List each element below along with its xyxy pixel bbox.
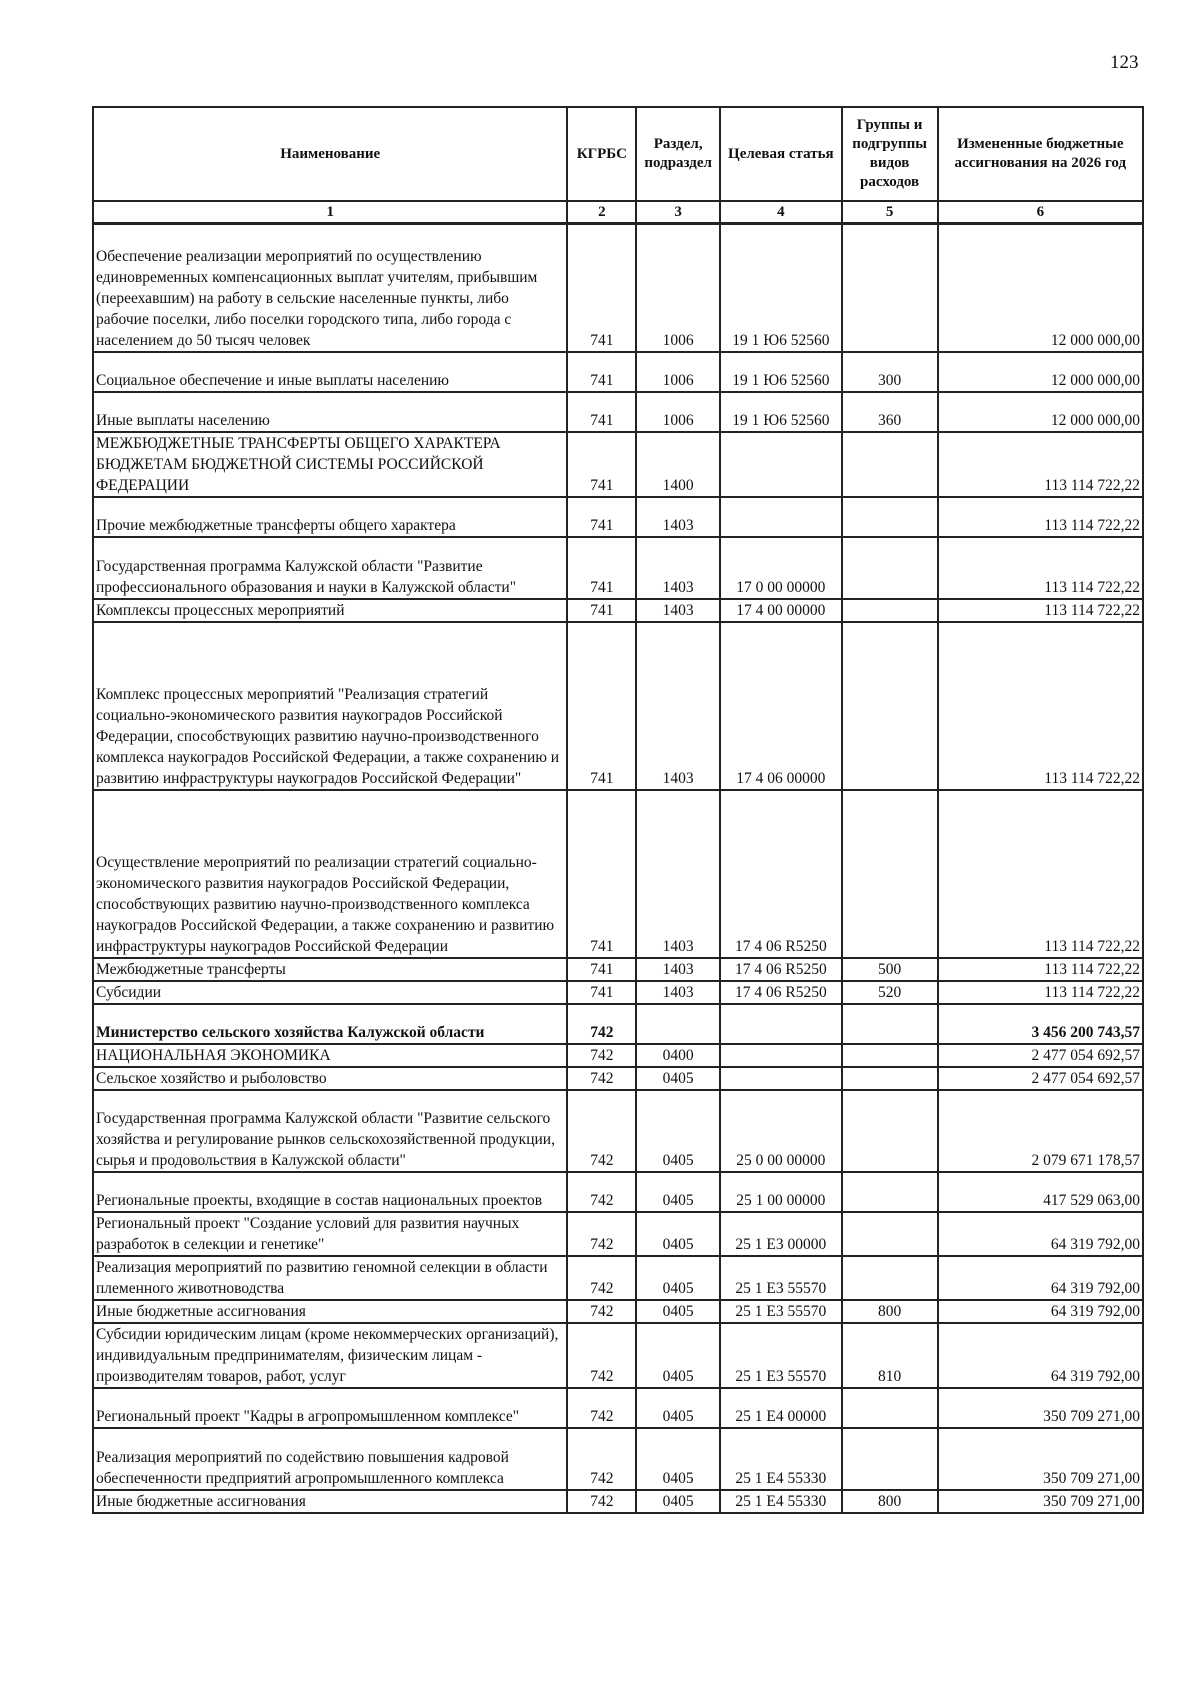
row-expense-group: 800 [842,1490,938,1513]
row-name: Комплекс процессных мероприятий "Реализация стратегий социально-экономического развития наукоградов Российской Федерации, способствующих развитию научно-производственного комплекса наукоградов Российской Федерации, а также сохранению и развитию инфраструктуры наукоградов Российской Федерации" [93,622,567,790]
row-target-article: 17 4 06 R5250 [720,958,841,981]
table-row [93,790,1143,958]
row-name: Региональный проект "Кадры в агропромышленном комплексе" [93,1388,567,1428]
row-amount: 3 456 200 743,57 [938,1004,1143,1044]
table-row [93,958,1143,981]
row-amount: 350 709 271,00 [938,1490,1143,1513]
row-razdel: 0405 [636,1067,720,1090]
row-razdel: 1403 [636,497,720,537]
row-amount: 2 079 671 178,57 [938,1090,1143,1172]
row-razdel: 1403 [636,958,720,981]
row-name: Реализация мероприятий по содействию повышения кадровой обеспеченности предприятий агропромышленного комплекса [93,1428,567,1490]
row-name: Реализация мероприятий по развитию геномной селекции в области племенного животноводства [93,1256,567,1300]
row-name: Социальное обеспечение и иные выплаты населению [93,352,567,392]
column-number: 4 [720,201,841,224]
table-row [93,497,1143,537]
row-name: Государственная программа Калужской области "Развитие профессионального образования и науки в Калужской области" [93,537,567,599]
row-name: МЕЖБЮДЖЕТНЫЕ ТРАНСФЕРТЫ ОБЩЕГО ХАРАКТЕРА БЮДЖЕТАМ БЮДЖЕТНОЙ СИСТЕМЫ РОССИЙСКОЙ ФЕДЕРАЦИИ [93,432,567,497]
row-razdel: 1403 [636,622,720,790]
row-target-article [720,497,841,537]
table-row [93,392,1143,432]
table-body [93,224,1143,1513]
row-amount: 417 529 063,00 [938,1172,1143,1212]
header-budget-allocations: Измененные бюджетные ассигнования на 2026 год [938,107,1143,201]
row-expense-group [842,1212,938,1256]
row-kgrbs: 742 [567,1388,636,1428]
row-amount: 350 709 271,00 [938,1388,1143,1428]
header-kgrbs: КГРБС [567,107,636,201]
table-row [93,1090,1143,1172]
row-expense-group [842,1090,938,1172]
row-kgrbs: 742 [567,1090,636,1172]
row-razdel [636,1004,720,1044]
row-razdel: 0405 [636,1212,720,1256]
header-target-article: Целевая статья [720,107,841,201]
row-expense-group [842,1428,938,1490]
row-name: Министерство сельского хозяйства Калужской области [93,1004,567,1044]
row-razdel: 0405 [636,1256,720,1300]
row-razdel: 1403 [636,981,720,1004]
row-kgrbs: 742 [567,1004,636,1044]
row-target-article: 25 1 00 00000 [720,1172,841,1212]
row-expense-group [842,432,938,497]
row-kgrbs: 742 [567,1490,636,1513]
header-name: Наименование [93,107,567,201]
row-amount: 113 114 722,22 [938,958,1143,981]
row-razdel: 0405 [636,1428,720,1490]
row-name: Иные выплаты населению [93,392,567,432]
table-row [93,1323,1143,1388]
row-target-article: 25 1 Е4 55330 [720,1490,841,1513]
row-name: Сельское хозяйство и рыболовство [93,1067,567,1090]
row-expense-group [842,224,938,352]
row-kgrbs: 741 [567,981,636,1004]
column-numbers-row [93,201,1143,224]
row-target-article: 17 4 06 R5250 [720,790,841,958]
row-target-article: 25 1 Е3 55570 [720,1300,841,1323]
row-razdel: 1403 [636,599,720,622]
table-row [93,981,1143,1004]
row-amount: 113 114 722,22 [938,981,1143,1004]
row-target-article: 17 4 06 R5250 [720,981,841,1004]
row-kgrbs: 741 [567,537,636,599]
row-kgrbs: 742 [567,1428,636,1490]
row-kgrbs: 742 [567,1067,636,1090]
row-expense-group [842,1067,938,1090]
header-razdel: Раздел, подраздел [636,107,720,201]
table-row [93,352,1143,392]
row-razdel: 0405 [636,1490,720,1513]
row-name: Обеспечение реализации мероприятий по осуществлению единовременных компенсационных выплат учителям, прибывшим (переехавшим) на работу в сельские населенные пункты, либо рабочие поселки, либо поселки городского типа, либо города с населением до 50 тысяч человек [93,224,567,352]
row-expense-group [842,622,938,790]
row-amount: 113 114 722,22 [938,599,1143,622]
row-expense-group: 360 [842,392,938,432]
row-expense-group [842,599,938,622]
row-expense-group [842,497,938,537]
column-number: 1 [93,201,567,224]
row-target-article: 19 1 Ю6 52560 [720,352,841,392]
table-row [93,1004,1143,1044]
row-target-article [720,432,841,497]
row-expense-group [842,1256,938,1300]
table-row [93,622,1143,790]
table-row [93,1212,1143,1256]
row-kgrbs: 741 [567,497,636,537]
table-row [93,537,1143,599]
row-name: Осуществление мероприятий по реализации стратегий социально-экономического развития наукоградов Российской Федерации, способствующих развитию научно-производственного комплекса наукоградов Российской Федерации, а также сохранению и развитию инфраструктуры наукоградов Российской Федерации [93,790,567,958]
row-kgrbs: 741 [567,224,636,352]
row-amount: 64 319 792,00 [938,1300,1143,1323]
row-razdel: 0405 [636,1300,720,1323]
row-amount: 350 709 271,00 [938,1428,1143,1490]
row-kgrbs: 742 [567,1256,636,1300]
row-name: Государственная программа Калужской области "Развитие сельского хозяйства и регулирование рынков сельскохозяйственной продукции, сырья и продовольствия в Калужской области" [93,1090,567,1172]
table-row [93,1300,1143,1323]
column-number: 3 [636,201,720,224]
row-amount: 113 114 722,22 [938,622,1143,790]
row-amount: 2 477 054 692,57 [938,1044,1143,1067]
row-amount: 113 114 722,22 [938,432,1143,497]
row-target-article: 19 1 Ю6 52560 [720,224,841,352]
row-kgrbs: 742 [567,1044,636,1067]
row-target-article [720,1067,841,1090]
row-target-article: 17 4 00 00000 [720,599,841,622]
row-razdel: 1006 [636,352,720,392]
row-expense-group: 810 [842,1323,938,1388]
row-amount: 64 319 792,00 [938,1212,1143,1256]
table-row [93,1256,1143,1300]
table-header-row [93,107,1143,201]
row-expense-group [842,537,938,599]
row-target-article: 25 1 Е4 55330 [720,1428,841,1490]
row-amount: 113 114 722,22 [938,497,1143,537]
row-target-article: 19 1 Ю6 52560 [720,392,841,432]
row-amount: 113 114 722,22 [938,537,1143,599]
row-amount: 64 319 792,00 [938,1323,1143,1388]
row-kgrbs: 741 [567,392,636,432]
row-name: Региональный проект "Создание условий для развития научных разработок в селекции и генетике" [93,1212,567,1256]
row-expense-group: 800 [842,1300,938,1323]
row-amount: 113 114 722,22 [938,790,1143,958]
row-kgrbs: 741 [567,622,636,790]
row-target-article: 25 1 Е4 00000 [720,1388,841,1428]
row-razdel: 1006 [636,224,720,352]
table-row [93,599,1143,622]
row-expense-group: 500 [842,958,938,981]
row-name: Субсидии юридическим лицам (кроме некоммерческих организаций), индивидуальным предпринимателям, физическим лицам - производителям товаров, работ, услуг [93,1323,567,1388]
row-amount: 64 319 792,00 [938,1256,1143,1300]
row-target-article [720,1044,841,1067]
row-expense-group [842,1172,938,1212]
column-number: 6 [938,201,1143,224]
row-name: Иные бюджетные ассигнования [93,1300,567,1323]
row-kgrbs: 742 [567,1172,636,1212]
row-razdel: 0405 [636,1388,720,1428]
table-row [93,1172,1143,1212]
table-row [93,1388,1143,1428]
row-target-article: 25 1 Е3 55570 [720,1323,841,1388]
column-number: 2 [567,201,636,224]
row-kgrbs: 741 [567,432,636,497]
row-name: НАЦИОНАЛЬНАЯ ЭКОНОМИКА [93,1044,567,1067]
budget-table [92,106,1144,1514]
table-row [93,432,1143,497]
row-razdel: 1006 [636,392,720,432]
row-expense-group [842,790,938,958]
row-kgrbs: 741 [567,790,636,958]
row-razdel: 0405 [636,1323,720,1388]
row-expense-group [842,1044,938,1067]
row-kgrbs: 741 [567,958,636,981]
row-expense-group: 300 [842,352,938,392]
row-expense-group [842,1388,938,1428]
row-kgrbs: 741 [567,599,636,622]
row-kgrbs: 742 [567,1212,636,1256]
row-razdel: 1400 [636,432,720,497]
row-name: Прочие межбюджетные трансферты общего характера [93,497,567,537]
row-amount: 12 000 000,00 [938,392,1143,432]
table-row [93,1428,1143,1490]
row-kgrbs: 742 [567,1323,636,1388]
table-row [93,1490,1143,1513]
row-razdel: 0405 [636,1090,720,1172]
table-row [93,1067,1143,1090]
row-amount: 2 477 054 692,57 [938,1067,1143,1090]
row-kgrbs: 741 [567,352,636,392]
row-target-article: 17 0 00 00000 [720,537,841,599]
row-target-article: 17 4 06 00000 [720,622,841,790]
row-target-article: 25 1 Е3 55570 [720,1256,841,1300]
row-name: Региональные проекты, входящие в состав национальных проектов [93,1172,567,1212]
row-expense-group: 520 [842,981,938,1004]
column-number: 5 [842,201,938,224]
row-razdel: 1403 [636,537,720,599]
header-expense-groups: Группы и подгруппы видов расходов [842,107,938,201]
row-razdel: 0400 [636,1044,720,1067]
row-name: Комплексы процессных мероприятий [93,599,567,622]
row-name: Субсидии [93,981,567,1004]
table-row [93,1044,1143,1067]
row-razdel: 1403 [636,790,720,958]
row-target-article: 25 1 Е3 00000 [720,1212,841,1256]
row-name: Межбюджетные трансферты [93,958,567,981]
row-amount: 12 000 000,00 [938,352,1143,392]
row-target-article [720,1004,841,1044]
page-number: 123 [1110,52,1139,73]
row-expense-group [842,1004,938,1044]
row-name: Иные бюджетные ассигнования [93,1490,567,1513]
row-target-article: 25 0 00 00000 [720,1090,841,1172]
row-amount: 12 000 000,00 [938,224,1143,352]
row-kgrbs: 742 [567,1300,636,1323]
table-row [93,224,1143,352]
row-razdel: 0405 [636,1172,720,1212]
